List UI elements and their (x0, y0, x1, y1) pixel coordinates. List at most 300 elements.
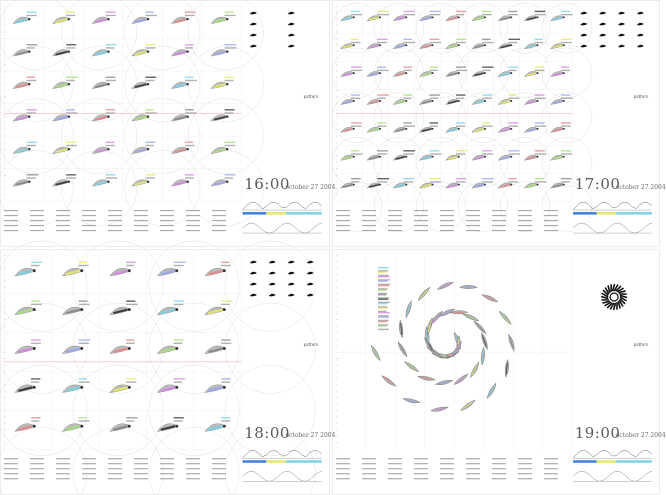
tag-line (508, 125, 518, 126)
legend-row (186, 215, 200, 216)
creature-eye (80, 347, 83, 350)
legend-row (56, 215, 70, 216)
legend-row (362, 463, 376, 464)
creature-eye (563, 44, 565, 46)
tag-line (185, 177, 194, 178)
tag-line (185, 44, 194, 45)
legend-row (134, 220, 148, 221)
tag-line (185, 47, 193, 48)
creature-eye (68, 148, 70, 150)
legend-row (466, 220, 480, 221)
tag-line (106, 77, 116, 78)
legend-row (388, 225, 402, 226)
tag-line (145, 142, 155, 143)
tag-line (145, 44, 155, 45)
legend-row (544, 225, 558, 226)
tag-line (378, 267, 389, 268)
tag-line (377, 178, 389, 179)
creature-eye (458, 16, 460, 18)
tag-line (456, 98, 464, 99)
tag-line (378, 281, 388, 282)
tag-line (31, 343, 41, 344)
tag-line (561, 66, 569, 67)
tag-line (145, 47, 155, 48)
tag-line (482, 178, 494, 179)
legend-row (518, 473, 532, 474)
tag-line (225, 47, 237, 48)
legend-row (30, 473, 44, 474)
tag-line (430, 122, 438, 123)
legend-row (4, 225, 18, 226)
legend-row (134, 225, 148, 226)
tag-line (377, 42, 387, 43)
legend-row (388, 220, 402, 221)
chart-band (266, 460, 286, 463)
creature-eye (510, 184, 512, 186)
creature-eye (80, 386, 83, 389)
creature-eye (379, 128, 381, 130)
tag-line (378, 285, 389, 286)
tag-line (403, 66, 412, 67)
tag-line (27, 12, 37, 13)
tag-line (508, 42, 517, 43)
creature-eye (128, 308, 131, 311)
tag-line (378, 275, 389, 276)
tag-line (145, 109, 153, 110)
tag-line (79, 265, 89, 266)
tag-line (225, 80, 234, 81)
legend-row (388, 478, 402, 479)
legend-row (544, 468, 558, 469)
legend-row (518, 215, 532, 216)
legend-row (362, 225, 376, 226)
tag-line (106, 80, 116, 81)
chart-band (243, 460, 267, 463)
legend-row (414, 220, 428, 221)
creature-eye (175, 308, 178, 311)
legend-row (544, 478, 558, 479)
tag-line (430, 125, 438, 126)
tag-line (79, 304, 90, 305)
chart-band (616, 460, 651, 463)
creature-eye (353, 16, 355, 18)
tag-line (403, 42, 415, 43)
creature-eye (432, 44, 434, 46)
legend-row (4, 468, 18, 469)
creature-eye (405, 100, 407, 102)
tag-line (126, 339, 134, 340)
legend-row (30, 463, 44, 464)
chart-band (573, 212, 597, 215)
legend-row (414, 225, 428, 226)
tag-line (378, 312, 390, 313)
pattern-label: pattern (303, 342, 319, 348)
tag-line (561, 178, 572, 179)
tag-line (456, 94, 466, 95)
creature-eye (80, 269, 83, 272)
creature-eye (510, 156, 512, 158)
legend-row (492, 220, 506, 221)
tag-line (27, 112, 36, 113)
tag-line (66, 12, 74, 13)
creature-eye (107, 116, 109, 118)
legend-row (56, 458, 70, 459)
legend-row (440, 225, 454, 226)
creature-eye (536, 156, 538, 158)
tag-line (174, 339, 184, 340)
time-label: 16:00 (244, 175, 290, 194)
legend-row (388, 468, 402, 469)
tag-line (106, 12, 116, 13)
tag-line (378, 320, 389, 321)
creature-eye (186, 116, 188, 118)
tag-line (403, 98, 411, 99)
legend-row (56, 230, 70, 231)
creature-eye (353, 128, 355, 130)
tag-line (351, 66, 362, 67)
tag-line (79, 343, 89, 344)
creature-eye (128, 425, 131, 428)
tag-line (66, 177, 76, 178)
legend-row (160, 478, 174, 479)
tag-line (351, 122, 362, 123)
tag-line (126, 378, 136, 379)
creature-eye (510, 100, 512, 102)
panel-1700 (332, 1, 659, 247)
creature-eye (484, 100, 486, 102)
legend-row (186, 463, 200, 464)
tag-line (403, 94, 412, 95)
tag-line (27, 80, 37, 81)
tag-line (430, 94, 440, 95)
tag-line (377, 153, 387, 154)
tag-line (378, 297, 389, 298)
tag-line (145, 80, 154, 81)
creature-eye (536, 72, 538, 74)
creature-eye (28, 83, 30, 85)
creature-eye (536, 128, 538, 130)
pattern-label: pattern (303, 93, 319, 99)
tag-line (561, 42, 572, 43)
tag-line (482, 122, 490, 123)
legend-row (108, 468, 122, 469)
legend-row (108, 225, 122, 226)
creature-eye (432, 72, 434, 74)
legend-row (466, 458, 480, 459)
legend-row (362, 468, 376, 469)
tag-line (106, 44, 117, 45)
tag-line (174, 417, 184, 418)
legend-row (388, 473, 402, 474)
tag-line (145, 145, 153, 146)
legend-row (4, 215, 18, 216)
tag-line (508, 11, 517, 12)
creature-eye (33, 386, 36, 389)
legend-row (362, 458, 376, 459)
legend-row (160, 225, 174, 226)
panel-1600 (0, 0, 330, 246)
creature-eye (186, 18, 188, 20)
creature-eye (186, 181, 188, 183)
legend-row (466, 230, 480, 231)
tag-line (106, 142, 115, 143)
tag-line (378, 321, 387, 322)
legend-row (492, 468, 506, 469)
creature-eye (226, 83, 228, 85)
tag-line (351, 178, 361, 179)
creature-eye (68, 181, 70, 183)
creature-eye (68, 83, 70, 85)
creature-eye (405, 72, 407, 74)
legend-row (82, 478, 96, 479)
legend-row (466, 473, 480, 474)
tag-line (430, 14, 441, 15)
legend-row (336, 458, 350, 459)
tag-line (508, 94, 516, 95)
chart-band (597, 212, 617, 215)
tag-line (225, 109, 235, 110)
legend-row (518, 225, 532, 226)
legend-row (336, 210, 350, 211)
legend-row (492, 473, 506, 474)
tag-line (403, 150, 415, 151)
tag-line (378, 299, 388, 300)
tag-line (377, 14, 389, 15)
creature-eye (405, 44, 407, 46)
creature-eye (226, 148, 228, 150)
legend-row (518, 458, 532, 459)
tag-line (351, 70, 362, 71)
legend-row (336, 225, 350, 226)
tag-line (174, 304, 184, 305)
legend-row (336, 478, 350, 479)
creature-eye (80, 308, 83, 311)
tag-line (377, 181, 387, 182)
creature-eye (33, 269, 36, 272)
tag-line (27, 174, 39, 175)
tag-line (221, 378, 231, 379)
tag-line (377, 150, 388, 151)
tag-line (403, 70, 411, 71)
legend-row (186, 220, 200, 221)
tag-line (351, 14, 362, 15)
legend-row (492, 478, 506, 479)
legend-row (160, 463, 174, 464)
tag-line (126, 300, 135, 301)
tag-line (456, 122, 465, 123)
tag-line (185, 109, 194, 110)
legend-row (134, 458, 148, 459)
creature-eye (28, 148, 30, 150)
legend-row (212, 210, 226, 211)
tag-line (351, 125, 362, 126)
tag-line (31, 304, 42, 305)
legend-row (4, 478, 18, 479)
tag-line (174, 343, 183, 344)
creature-eye (353, 156, 355, 158)
time-label: 18:00 (244, 423, 290, 442)
legend-row (186, 225, 200, 226)
tag-line (225, 112, 234, 113)
tag-line (174, 381, 182, 382)
legend-row (160, 468, 174, 469)
tag-line (403, 122, 411, 123)
legend-row (56, 210, 70, 211)
tag-line (430, 150, 440, 151)
legend-row (362, 478, 376, 479)
tag-line (185, 12, 195, 13)
legend-row (82, 458, 96, 459)
creature-eye (186, 50, 188, 52)
legend-row (362, 220, 376, 221)
chart-band (286, 460, 322, 463)
legend-row (336, 473, 350, 474)
tag-line (126, 420, 134, 421)
legend-row (212, 225, 226, 226)
creature-eye (563, 156, 565, 158)
legend-row (134, 468, 148, 469)
legend-row (56, 225, 70, 226)
tag-line (378, 279, 390, 280)
tag-line (430, 11, 441, 12)
tag-line (31, 417, 41, 418)
tag-line (561, 150, 572, 151)
legend-row (466, 210, 480, 211)
creature-eye (510, 16, 512, 18)
legend-row (212, 478, 226, 479)
legend-row (440, 458, 454, 459)
legend-row (134, 230, 148, 231)
creature-eye (458, 72, 460, 74)
creature-eye (432, 156, 434, 158)
creature-eye (175, 425, 178, 428)
legend-row (336, 463, 350, 464)
tag-line (456, 150, 468, 151)
legend-row (518, 220, 532, 221)
legend-row (388, 210, 402, 211)
creature-eye (563, 16, 565, 18)
tag-line (535, 42, 544, 43)
tag-line (561, 94, 570, 95)
creature-eye (68, 18, 70, 20)
legend-row (4, 473, 18, 474)
tag-line (482, 66, 493, 67)
tag-line (66, 44, 76, 45)
tag-line (221, 381, 230, 382)
tag-line (482, 98, 492, 99)
legend-row (82, 463, 96, 464)
legend-row (4, 230, 18, 231)
legend-row (440, 230, 454, 231)
creature-eye (379, 156, 381, 158)
creature-eye (484, 16, 486, 18)
creature-eye (107, 148, 109, 150)
tag-line (185, 80, 197, 81)
legend-row (186, 458, 200, 459)
tag-line (456, 178, 466, 179)
tag-line (456, 42, 466, 43)
tag-line (508, 178, 516, 179)
tag-line (456, 70, 467, 71)
tag-line (27, 145, 37, 146)
tag-line (561, 181, 570, 182)
tag-line (430, 153, 442, 154)
tag-line (27, 109, 37, 110)
tag-line (174, 378, 186, 379)
legend-row (30, 215, 44, 216)
chart-band (616, 212, 651, 215)
legend-row (388, 230, 402, 231)
chart-band (286, 212, 322, 215)
tag-line (508, 14, 518, 15)
legend-row (414, 468, 428, 469)
legend-row (160, 210, 174, 211)
legend-row (492, 230, 506, 231)
tag-line (378, 303, 387, 304)
legend-row (440, 215, 454, 216)
legend-row (30, 220, 44, 221)
tag-line (430, 39, 440, 40)
creature-eye (107, 181, 109, 183)
tag-line (535, 94, 545, 95)
chart-band (597, 460, 617, 463)
creature-eye (432, 184, 434, 186)
creature-eye (147, 116, 149, 118)
tag-line (403, 39, 411, 40)
pattern-label: pattern (633, 93, 649, 99)
legend-row (30, 225, 44, 226)
legend-row (56, 468, 70, 469)
tag-line (79, 378, 87, 379)
tag-line (561, 39, 572, 40)
creature-eye (147, 148, 149, 150)
legend-row (212, 215, 226, 216)
creature-eye (223, 308, 226, 311)
tag-line (126, 304, 138, 305)
tag-line (174, 265, 184, 266)
tag-line (145, 177, 155, 178)
legend-row (186, 468, 200, 469)
legend-row (414, 215, 428, 216)
creature-eye (484, 184, 486, 186)
tag-line (378, 290, 386, 291)
legend-row (30, 478, 44, 479)
tag-line (174, 420, 183, 421)
tag-line (174, 262, 186, 263)
tag-line (351, 94, 360, 95)
legend-row (466, 463, 480, 464)
tag-line (378, 270, 388, 271)
legend-row (160, 230, 174, 231)
tag-line (351, 98, 360, 99)
legend-row (414, 230, 428, 231)
tag-line (482, 11, 491, 12)
creature-eye (128, 386, 131, 389)
creature-eye (175, 347, 178, 350)
legend-row (186, 478, 200, 479)
tag-line (221, 265, 231, 266)
creature-eye (147, 181, 149, 183)
tag-line (430, 98, 438, 99)
tag-line (378, 329, 389, 330)
tag-line (403, 125, 415, 126)
legend-row (108, 473, 122, 474)
tag-line (66, 142, 77, 143)
tag-line (106, 177, 117, 178)
tag-line (403, 181, 413, 182)
tag-line (377, 70, 388, 71)
legend-row (82, 215, 96, 216)
